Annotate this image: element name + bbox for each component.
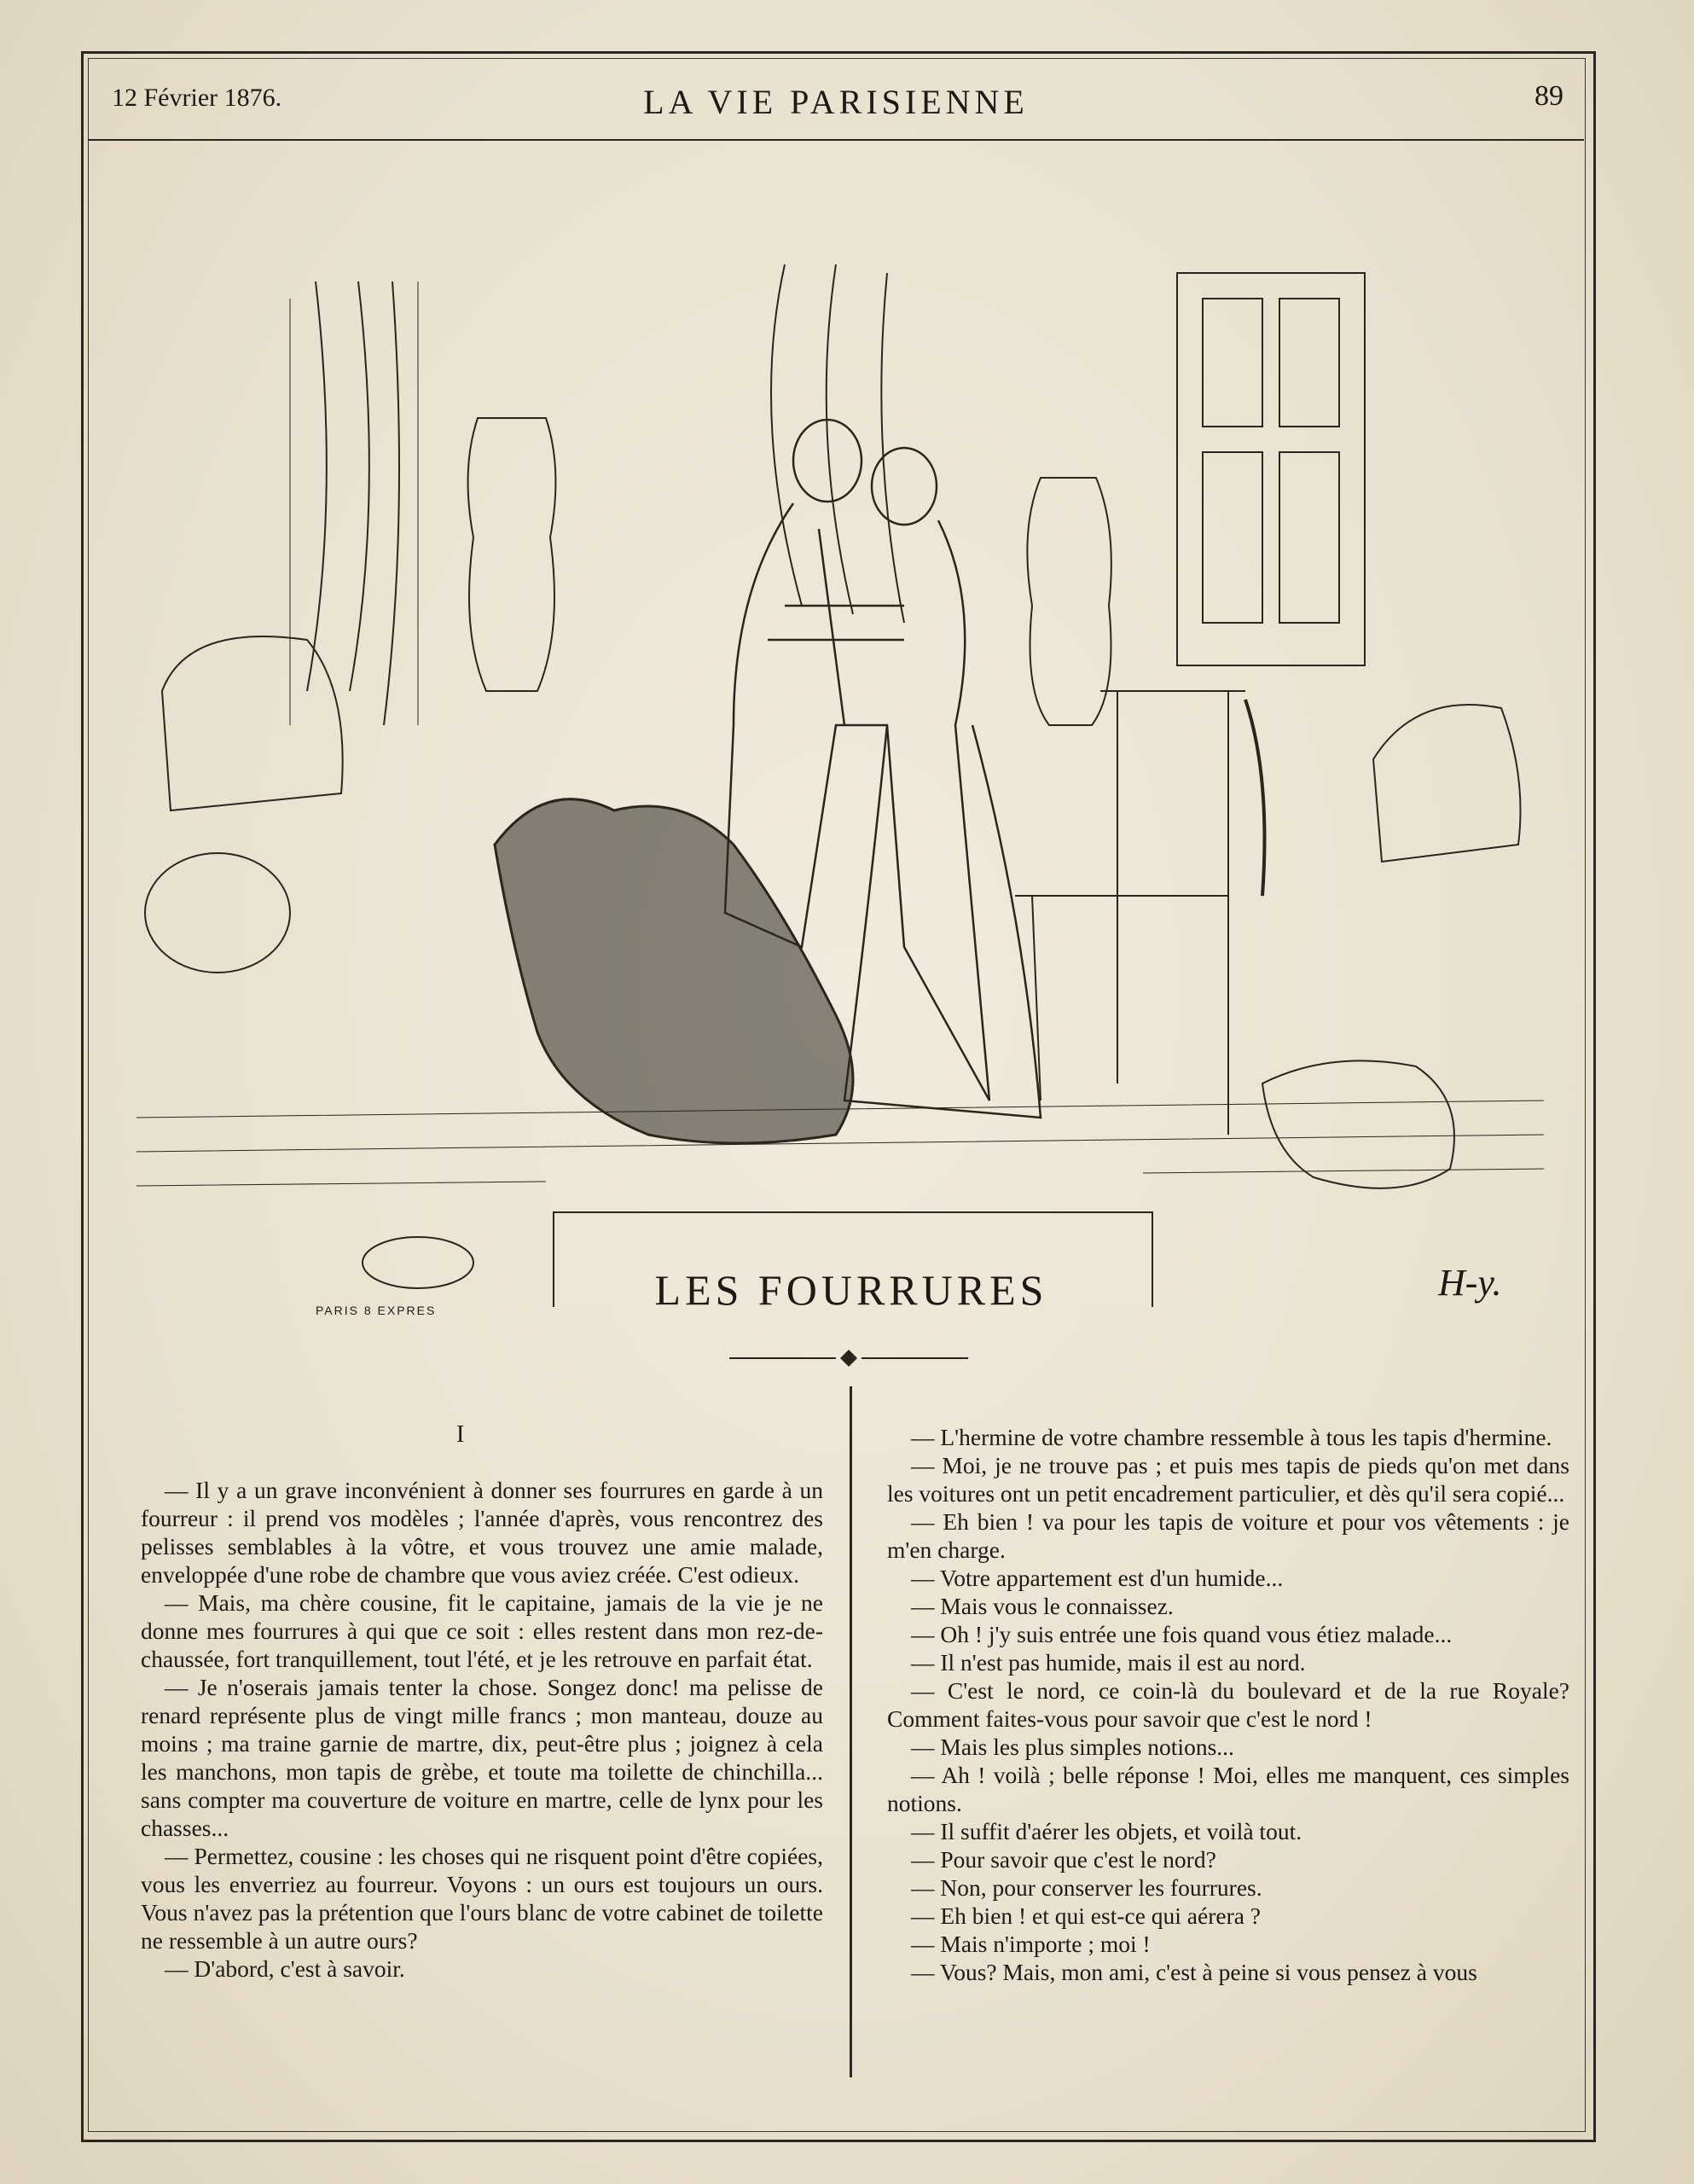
paragraph: — Moi, je ne trouve pas ; et puis mes tapis de pieds qu'on met dans les voitures ont un petit encadrement particulier, et dès qu'il sera copié...	[887, 1452, 1569, 1507]
paragraph: — Mais vous le connaissez.	[911, 1593, 1174, 1619]
article-column-right	[887, 1423, 1569, 1986]
rolled-fur	[145, 853, 290, 973]
white-fur-rug	[1262, 1060, 1454, 1188]
paragraph: — Votre appartement est d'un humide...	[911, 1565, 1284, 1591]
curtain-left	[290, 282, 418, 725]
page-header	[88, 58, 1584, 141]
ornament-rule	[729, 1348, 968, 1368]
paragraph: — Il suffit d'aérer les objets, et voilà tout.	[911, 1818, 1302, 1844]
paragraph: — Mais n'importe ; moi !	[911, 1931, 1151, 1957]
paragraph: — Mais les plus simples notions...	[911, 1734, 1234, 1760]
paragraph: — Permettez, cousine : les choses qui ne risquent point d'être copiées, vous les enverriez au fourreur. Voyons : un ours est toujours un ours. Vous n'avez pas la prétention que l'ours blanc de votre cabinet de toilette ne ressemble à un autre ours?	[141, 1843, 823, 1954]
curtain-center	[771, 264, 904, 623]
paragraph: — Mais, ma chère cousine, fit le capitaine, jamais de la vie je ne donne mes fourrures à qui que ce soit : elles restent dans mon rez-de-chaussée, fort tranquillement, tout l'été, et je les retrouve en parfait état.	[141, 1589, 823, 1672]
paragraph: — Vous? Mais, mon ami, c'est à peine si vous pensez à vous	[911, 1959, 1477, 1985]
paragraph: — Je n'oserais jamais tenter la chose. Songez donc! ma pelisse de renard représente plus de vingt mille francs ; mon manteau, douze au moins ; ma traine garnie de martre, dix, peut-être plus ; joignez à cela les manchons, mon tapis de grèbe, et toute ma toilette de chinchilla... sans compter ma couverture de voiture en martre, celle de lynx pour les chasses...	[141, 1674, 823, 1841]
article-column-left	[141, 1425, 823, 1983]
column-divider	[850, 1386, 852, 2077]
paragraph: — D'abord, c'est à savoir.	[165, 1955, 405, 1982]
armchair-left	[162, 636, 343, 810]
armchair-right	[1373, 705, 1521, 862]
page-number: 89	[1534, 80, 1563, 112]
artist-signature: H-y.	[1438, 1262, 1502, 1304]
engraving-illustration	[136, 247, 1544, 1314]
paragraph: — Oh ! j'y suis entrée une fois quand vous étiez malade...	[911, 1621, 1453, 1647]
paragraph: — Eh bien ! et qui est-ce qui aérera ?	[911, 1902, 1262, 1929]
paragraph: — L'hermine de votre chambre ressemble à tous les tapis d'hermine.	[911, 1424, 1552, 1450]
engraver-mark: PARIS 8 EXPRES	[316, 1304, 437, 1317]
paragraph: — Non, pour conserver les fourrures.	[911, 1874, 1262, 1901]
paragraph: — Eh bien ! va pour les tapis de voiture et pour vos vêtements : je m'en charge.	[887, 1508, 1569, 1563]
paragraph: — C'est le nord, ce coin-là du boulevard et de la rue Royale? Comment faites-vous pour savoir que c'est le nord !	[887, 1677, 1569, 1732]
paragraph: — Il y a un grave inconvénient à donner ses fourrures en garde à un fourreur : il prend vos modèles ; l'année d'après, vous rencontrez des pelisses semblables à la vôtre, et vous trouvez une amie malade, enveloppée d'une robe de chambre que vous aviez créée. C'est odieux.	[141, 1477, 823, 1588]
publication-title: LA VIE PARISIENNE	[643, 83, 1029, 121]
issue-date: 12 Février 1876.	[112, 84, 282, 112]
illustration-caption: LES FOURRURES	[654, 1266, 1048, 1314]
paragraph: — Il n'est pas humide, mais il est au nord.	[911, 1649, 1306, 1676]
chair-right	[1015, 691, 1265, 1135]
window-frame	[1177, 273, 1365, 665]
vase-left	[468, 418, 556, 691]
section-number: I	[456, 1421, 465, 1448]
vase-right	[1027, 478, 1111, 725]
fur-pile	[495, 799, 853, 1143]
muff-on-floor	[363, 1237, 473, 1288]
paragraph: — Ah ! voilà ; belle réponse ! Moi, elles me manquent, ces simples notions.	[887, 1762, 1569, 1816]
paragraph: — Pour savoir que c'est le nord?	[911, 1846, 1216, 1873]
